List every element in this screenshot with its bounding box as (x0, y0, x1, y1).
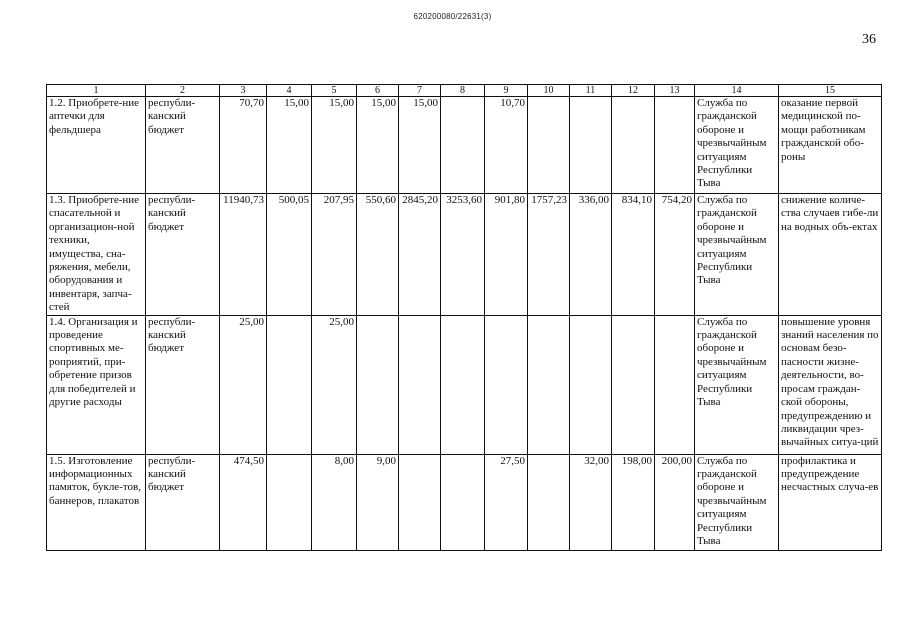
amount-cell (399, 315, 441, 454)
column-header: 5 (312, 85, 357, 97)
funding-source-cell: республи-канский бюджет (146, 194, 220, 316)
measure-name-cell: 1.5. Изготовление информационных памяток, букле-тов, баннеров, плакатов (47, 454, 146, 550)
measure-name-cell: 1.3. Приобрете-ние спасательной и организацион-ной техники, имущества, сна-ряжения, мебели, оборудования и инвентаря, запча-стей (47, 194, 146, 316)
amount-cell: 834,10 (612, 194, 655, 316)
amount-cell: 336,00 (570, 194, 612, 316)
expected-result-cell: профилактика и предупреждение несчастных случа-ев (779, 454, 882, 550)
column-header: 14 (695, 85, 779, 97)
column-header: 10 (528, 85, 570, 97)
amount-cell: 15,00 (357, 97, 399, 194)
column-header: 11 (570, 85, 612, 97)
amount-cell (655, 97, 695, 194)
amount-cell: 901,80 (485, 194, 528, 316)
amount-cell (399, 454, 441, 550)
table-row (47, 454, 882, 550)
table-header-row (47, 85, 882, 97)
document-code: 620200080/22631(3) (413, 12, 492, 21)
funding-source-cell: республи-канский бюджет (146, 454, 220, 550)
total-amount-cell: 25,00 (220, 315, 267, 454)
amount-cell: 15,00 (312, 97, 357, 194)
column-header: 9 (485, 85, 528, 97)
amount-cell: 10,70 (485, 97, 528, 194)
responsible-cell: Служба по гражданской обороне и чрезвычайным ситуациям Республики Тыва (695, 454, 779, 550)
amount-cell (612, 97, 655, 194)
responsible-cell: Служба по гражданской обороне и чрезвычайным ситуациям Республики Тыва (695, 194, 779, 316)
total-amount-cell: 474,50 (220, 454, 267, 550)
column-header: 7 (399, 85, 441, 97)
amount-cell: 1757,23 (528, 194, 570, 316)
total-amount-cell: 70,70 (220, 97, 267, 194)
amount-cell (570, 315, 612, 454)
amount-cell (441, 454, 485, 550)
measure-name-cell: 1.2. Приобрете-ние аптечки для фельдшера (47, 97, 146, 194)
amount-cell (655, 315, 695, 454)
amount-cell: 754,20 (655, 194, 695, 316)
amount-cell: 15,00 (267, 97, 312, 194)
amount-cell: 550,60 (357, 194, 399, 316)
table-row (47, 194, 882, 316)
amount-cell (267, 315, 312, 454)
measure-name-cell: 1.4. Организация и проведение спортивных ме-роприятий, при-обретение призов для победителей и другие расходы (47, 315, 146, 454)
amount-cell: 2845,20 (399, 194, 441, 316)
column-header: 3 (220, 85, 267, 97)
responsible-cell: Служба по гражданской обороне и чрезвычайным ситуациям Республики Тыва (695, 315, 779, 454)
amount-cell: 198,00 (612, 454, 655, 550)
amount-cell: 15,00 (399, 97, 441, 194)
amount-cell (612, 315, 655, 454)
amount-cell: 32,00 (570, 454, 612, 550)
funding-source-cell: республи-канский бюджет (146, 97, 220, 194)
amount-cell (528, 315, 570, 454)
amount-cell (570, 97, 612, 194)
amount-cell: 27,50 (485, 454, 528, 550)
amount-cell: 3253,60 (441, 194, 485, 316)
table-row (47, 97, 882, 194)
column-header: 12 (612, 85, 655, 97)
column-header: 2 (146, 85, 220, 97)
amount-cell: 9,00 (357, 454, 399, 550)
budget-table (46, 84, 882, 551)
expected-result-cell: повышение уровня знаний населения по основам безо-пасности жизне-деятельности, во-просам граждан-ской обороны, предупреждению и ликвидации чрез-вычайных ситуа-ций (779, 315, 882, 454)
expected-result-cell: снижение количе-ства случаев гибе-ли на водных объ-ектах (779, 194, 882, 316)
column-header: 1 (47, 85, 146, 97)
page-number: 36 (862, 32, 876, 47)
amount-cell (528, 97, 570, 194)
amount-cell (441, 97, 485, 194)
amount-cell: 25,00 (312, 315, 357, 454)
amount-cell (267, 454, 312, 550)
column-header: 6 (357, 85, 399, 97)
column-header: 13 (655, 85, 695, 97)
column-header: 8 (441, 85, 485, 97)
amount-cell (441, 315, 485, 454)
expected-result-cell: оказание первой медицинской по-мощи работникам гражданской обо-роны (779, 97, 882, 194)
amount-cell (528, 454, 570, 550)
amount-cell: 207,95 (312, 194, 357, 316)
amount-cell: 200,00 (655, 454, 695, 550)
table-row (47, 315, 882, 454)
funding-source-cell: республи-канский бюджет (146, 315, 220, 454)
amount-cell (357, 315, 399, 454)
responsible-cell: Служба по гражданской обороне и чрезвычайным ситуациям Республики Тыва (695, 97, 779, 194)
column-header: 4 (267, 85, 312, 97)
column-header: 15 (779, 85, 882, 97)
amount-cell: 8,00 (312, 454, 357, 550)
amount-cell: 500,05 (267, 194, 312, 316)
amount-cell (485, 315, 528, 454)
total-amount-cell: 11940,73 (220, 194, 267, 316)
